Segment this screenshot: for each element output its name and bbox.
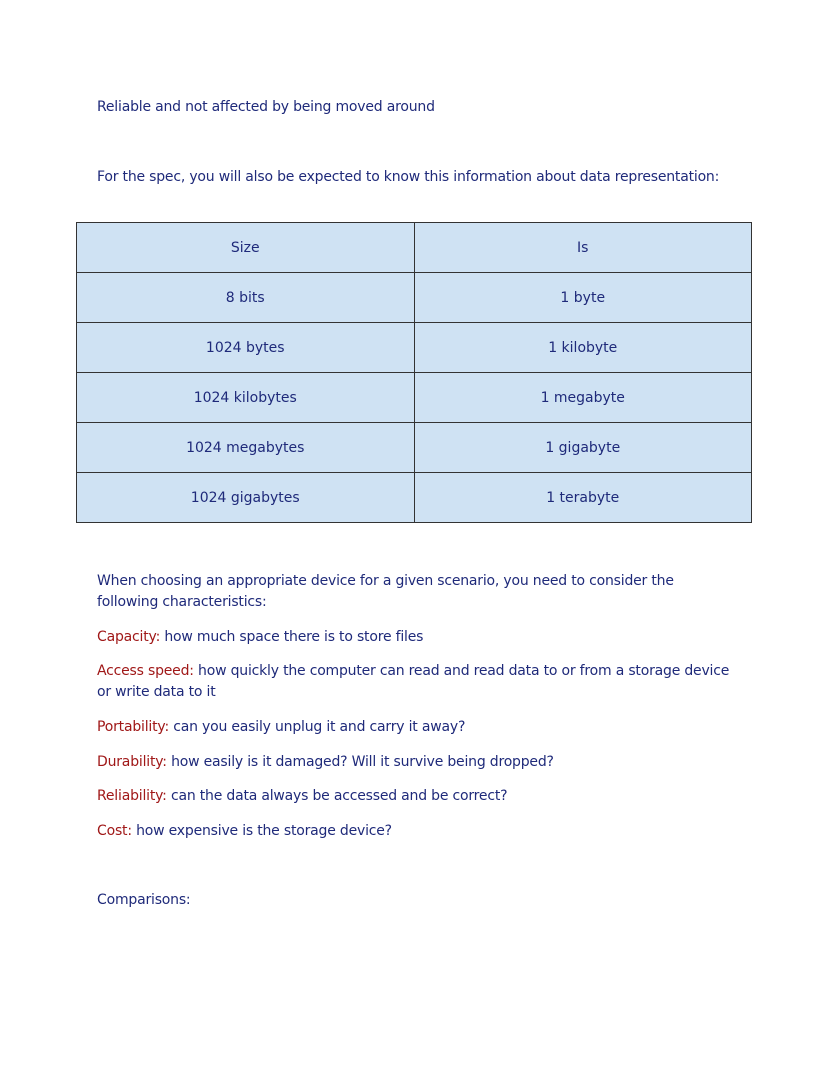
table-header-cell: Size: [77, 223, 415, 273]
table-cell: 1024 kilobytes: [77, 373, 415, 423]
characteristic-reliability: [97, 786, 507, 807]
table-cell: 8 bits: [77, 273, 415, 323]
table-row: [77, 273, 752, 323]
characteristic-term: Cost:: [97, 823, 132, 839]
table-row: [77, 323, 752, 373]
characteristic-desc: how much space there is to store files: [160, 629, 424, 645]
characteristic-term: Reliability:: [97, 788, 167, 804]
table-header-row: [77, 223, 752, 273]
table-row: [77, 473, 752, 523]
characteristic-term: Capacity:: [97, 629, 161, 645]
table-cell: 1024 bytes: [77, 323, 415, 373]
characteristic-term: Durability:: [97, 754, 167, 770]
table-row: [77, 423, 752, 473]
comparisons-heading: Comparisons:: [97, 892, 191, 908]
characteristic-capacity: [97, 627, 423, 648]
data-representation-table: [76, 222, 752, 523]
spec-intro: For the spec, you will also be expected to know this information about data representation:: [97, 169, 720, 185]
characteristic-desc: how quickly the computer can read and read data to or from a storage device or write data to it: [97, 663, 730, 700]
characteristic-access-speed: [97, 661, 737, 703]
characteristic-desc: how easily is it damaged? Will it survive being dropped?: [166, 754, 554, 770]
table-cell: 1024 megabytes: [77, 423, 415, 473]
characteristic-term: Access speed:: [97, 663, 194, 679]
table-header-cell: Is: [414, 223, 752, 273]
characteristic-desc: can you easily unplug it and carry it away?: [168, 719, 466, 735]
table-cell: 1 gigabyte: [414, 423, 752, 473]
table-cell: 1 megabyte: [414, 373, 752, 423]
characteristic-desc: how expensive is the storage device?: [131, 823, 392, 839]
table-row: [77, 373, 752, 423]
characteristic-term: Portability:: [97, 719, 169, 735]
characteristic-portability: [97, 717, 465, 738]
characteristic-desc: can the data always be accessed and be correct?: [166, 788, 508, 804]
intro-line: Reliable and not affected by being moved around: [97, 99, 435, 115]
choosing-intro: When choosing an appropriate device for a given scenario, you need to consider the following characteristics:: [97, 573, 674, 610]
table-cell: 1024 gigabytes: [77, 473, 415, 523]
table-cell: 1 terabyte: [414, 473, 752, 523]
characteristic-cost: [97, 821, 392, 842]
table-cell: 1 byte: [414, 273, 752, 323]
characteristic-durability: [97, 752, 554, 773]
table-cell: 1 kilobyte: [414, 323, 752, 373]
